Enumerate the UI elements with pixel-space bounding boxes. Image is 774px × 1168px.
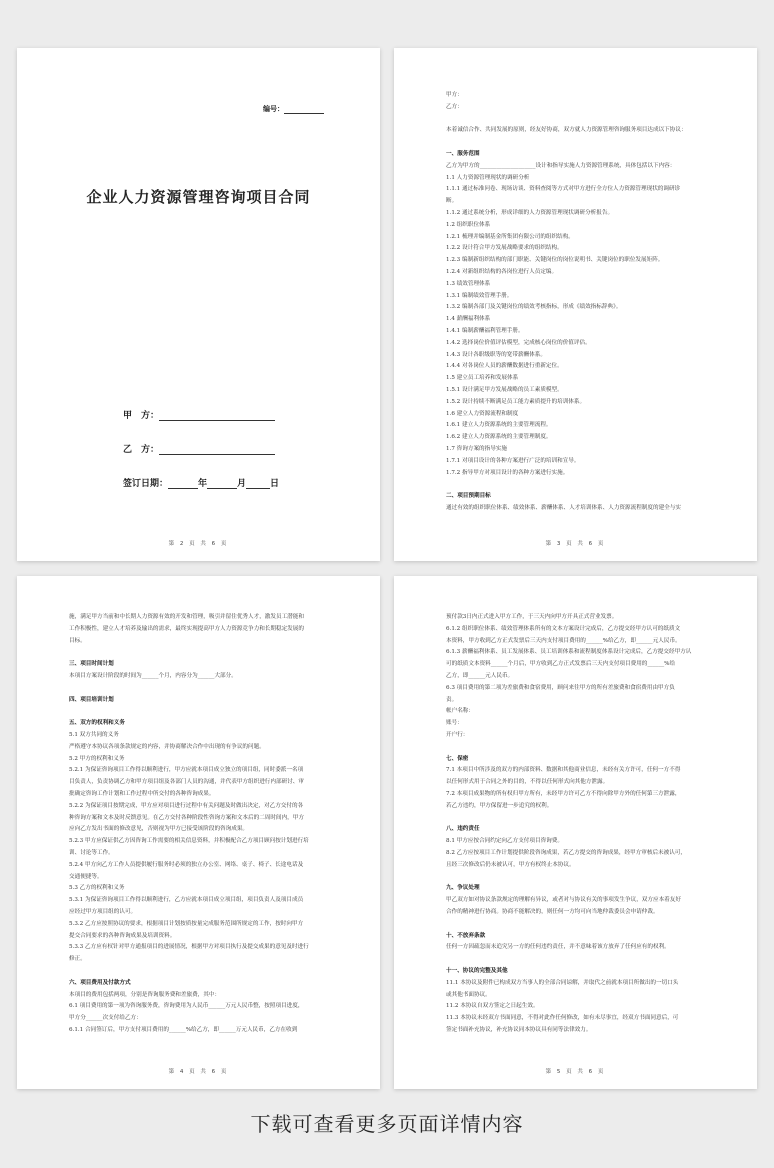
section-heading: 八、违约责任 [446, 826, 480, 833]
text-line: 甲方： [446, 92, 463, 98]
month-blank [207, 479, 237, 489]
contract-page-4 [17, 576, 380, 1089]
blank-line [446, 954, 705, 966]
serial-label: 编号： [263, 105, 284, 113]
text-line: 合作的精神进行协商。协商不能解决的，则任何一方均可向当地仲裁委员会申请仲裁。 [446, 908, 659, 915]
text-line: 通过有效的组织职位体系、绩效体系、薪酬体系、人才培训体系、人力资源流程制度的建全与实 [446, 504, 681, 511]
text-line: 1.3 绩效管理体系 [446, 280, 491, 287]
sign-date-field [123, 476, 279, 489]
month-label: 月 [237, 479, 247, 489]
text-line: 目标。 [69, 637, 86, 644]
section-heading: 十、不放弃条款 [446, 932, 486, 939]
text-line: 1.4.4 对各岗位人员的薪酬数据进行重新定位。 [446, 363, 563, 370]
text-line: 1.7.1 对项目设计的各种方案进行广泛的培训和宣导。 [446, 457, 580, 464]
text-line: 施，满足甲方当前和中长期人力资源有效的开发和管理，吸引并留住优秀人才，激发员工潜能和 [69, 614, 304, 620]
text-line: 5.2.2 为保证项目按期完成，甲方应对项目进行过程中有关问题及时做出决定，对乙方交付的各 [69, 802, 304, 809]
text-line: 以任何形式用于合同之外的目的，不得以任何形式向其他方泄露。 [446, 779, 609, 786]
text-line: 7.2 本项目成果物的所有权归甲方所有，未经甲方许可乙方不得向除甲方外的任何第三方泄露， [446, 790, 681, 797]
text-line: 1.5 建立员工培养和发展体系 [446, 375, 519, 382]
text-line: 6.1.2 组织职位体系、绩效管理体系所有的文本方案设计完成后，乙方提交经甲方认可的纸质文 [446, 625, 681, 632]
text-line: 预付款3日内正式进入甲方工作，于三天内向甲方开具正式营业发票。 [446, 614, 618, 620]
text-line: 或其他书面协议。 [446, 991, 491, 998]
text-line: 5.2.3 甲方应保证供乙方因咨询工作需要的相关信息资料，并积极配合乙方项目顾问按计划进行培 [69, 838, 309, 845]
sign-date-label: 签订日期： [123, 479, 169, 489]
text-line: 5.2.4 甲方向乙方工作人员提供履行服务时必须的独立办公室、网络、桌子、椅子、长途电话及 [69, 861, 304, 868]
text-line: 1.1.2 通过系统分析，形成详细的人力资源管理现状调研分析报告。 [446, 209, 614, 216]
text-line: 5.3.2 乙方应按照协议的要求，根据项目计划按质按量完成服务范围所规定的工作，按时向甲方 [69, 920, 304, 927]
text-line: 甲乙双方如对协议条款规定的理解有异议，或者对与协议有关的事项发生争议，双方应本着友好 [446, 897, 681, 904]
text-line: 开户行： [446, 731, 469, 738]
page-body [69, 612, 328, 1037]
day-label: 日 [270, 479, 280, 489]
text-line: 乙方，即______元人民币。 [446, 672, 514, 679]
text-line: 1.3.2 编制各部门及关键岗位的绩效考核指标，形成《绩效指标辞典》。 [446, 304, 622, 311]
text-line: 本项目方案设计阶段的时间为______个月，内容分为______大部分。 [69, 672, 237, 679]
page-body [446, 90, 705, 515]
blank-line [69, 706, 328, 718]
text-line: 1.6 建立人力资源流程和制度 [446, 410, 519, 417]
contract-page-3 [394, 48, 757, 561]
section-heading: 六、项目费用及付款方式 [69, 979, 131, 986]
party-a-field [123, 408, 275, 421]
text-line: 6.1.1 合同签订后，甲方支付项目费用的______%给乙方，即______万元人民币，乙方在收到 [69, 1026, 298, 1033]
section-heading: 三、项目时间计划 [69, 661, 114, 668]
text-line: 交通便捷等。 [69, 873, 103, 880]
text-line: 种咨询方案和文本及时反馈意见。在乙方交付各种阶段性咨询方案和文本后的二周时间内，甲方 [69, 814, 304, 821]
text-line: 11.3 本协议未经双方书面同意，不得对此作任何修改，如有未尽事宜，经双方书面同意后，可 [446, 1015, 679, 1022]
text-line: 帐户名称： [446, 708, 474, 715]
text-line: 11.2 本协议自双方签定之日起生效。 [446, 1003, 539, 1010]
section-heading: 二、项目预期目标 [446, 493, 491, 500]
text-line: 8.2 乙方应按项目工作计划提供阶段咨询成果，若乙方提交的咨询成果，经甲方审核后未被认可， [446, 849, 687, 856]
text-line: 11.1 本协议及附件已构成双方当事人的全部合同谅解，并取代之前就本项目所做出的一切口头 [446, 979, 679, 986]
contract-page-5 [394, 576, 757, 1089]
page-number: 第 5 页 共 6 页 [545, 1069, 606, 1075]
text-line: 若乙方违约，甲方保留进一步追究的权利。 [446, 802, 553, 809]
text-line: 6.3 项目费用的第二项为差旅费和食宿费用，顾问来往甲方的所有差旅费和食宿费用由甲方负 [446, 684, 675, 691]
text-line: 8.1 甲方应按合同约定向乙方支付项目咨询费。 [446, 838, 563, 845]
text-line: 1.2.1 梳理并编制基金所集团有限公司的组织结构。 [446, 233, 574, 240]
text-line: 1.3.1 编制绩效管理手册。 [446, 292, 513, 299]
text-line: 本项目的费用包括两项，分别是咨询服务费和差旅费，其中： [69, 991, 221, 998]
text-line: 6.1 项目费用的第一项为咨询服务费，咨询费用为人民币______万元人民币整，按照项目进度， [69, 1003, 304, 1010]
section-heading: 一、服务范围 [446, 150, 480, 157]
text-line: 5.1 双方共同的义务 [69, 731, 119, 738]
party-a-blank [159, 411, 275, 421]
blank-line [446, 137, 705, 149]
text-line: 批确定咨询工作计划和工作过程中所交付的各种咨询成果。 [69, 790, 215, 797]
text-line: 1.4.1 编制薪酬福利管理手册。 [446, 327, 524, 334]
text-line: 提交合同要求的各种咨询成果及培训资料。 [69, 932, 176, 939]
serial-blank [284, 106, 324, 114]
year-blank [168, 479, 198, 489]
party-b-label: 乙 方： [123, 445, 160, 455]
text-line: 1.4 薪酬福利体系 [446, 316, 491, 323]
text-line: 1.5.1 设计满足甲方发展战略的员工素质模型。 [446, 386, 563, 393]
text-line: 5.3 乙方的权利和义务 [69, 885, 125, 892]
section-heading: 九、争议处理 [446, 885, 480, 892]
blank-line [446, 479, 705, 491]
blank-line [446, 919, 705, 931]
text-line: 1.6.2 建立人力资源系统的主要管理制度。 [446, 434, 552, 441]
text-line: 7.1 本项目中所涉及的双方的内部资料、数据和其他商业信息，未经有关方许可，任何一方不得 [446, 767, 681, 774]
text-line: 1.4.3 设计各职级职等的宽带薪酬体系。 [446, 351, 546, 358]
section-heading: 七、保密 [446, 755, 469, 762]
text-line: 1.2.3 编制新组织结构的部门职能、关键岗位的岗位说明书、关键岗位的职位发展矩阵。 [446, 257, 664, 264]
text-line: 乙方： [446, 103, 463, 110]
page-number: 第 3 页 共 6 页 [545, 541, 606, 547]
section-heading: 五、双方的权利和义务 [69, 720, 125, 727]
contract-title: 企业人力资源管理咨询项目合同 [86, 188, 311, 206]
blank-line [69, 647, 328, 659]
text-line: 1.1 人力资源管理现状的调研分析 [446, 174, 530, 181]
text-line: 5.2.1 为保证咨询项目工作得以顺利进行，甲方应就本项目成立独立的项目组，同时委派一名项 [69, 767, 304, 774]
text-line: 修正。 [69, 956, 86, 963]
text-line: 应经过甲方项目组的认可。 [69, 908, 137, 915]
text-line: 账号： [446, 720, 463, 727]
text-line: 任何一方因疏忽而未追究另一方的任何违约责任，并不意味着该方放弃了任何应有的权利。 [446, 944, 670, 951]
blank-line [69, 966, 328, 978]
text-line: 1.5.2 设计持续不断满足员工能力素质提升的培训体系。 [446, 398, 586, 405]
text-line: 1.4.2 选择岗位价值评估模型，完成核心岗位的价值评估。 [446, 339, 591, 346]
text-line: 本资料，甲方收到乙方正式发票后三天内支付项目费用的______%给乙方，即______元人民币。 [446, 637, 681, 644]
text-line: 签定书面补充协议，补充协议同本协议具有同等法律效力。 [446, 1026, 592, 1033]
year-label: 年 [198, 479, 208, 489]
text-line: 严格遵守本协议各项条款规定的内容，并协商解决合作中出现的有争议的问题。 [69, 743, 265, 750]
serial-number-field [263, 104, 324, 114]
text-line: 1.7.2 指导甲方对项目设计的各种方案进行实施。 [446, 469, 569, 476]
text-line: 甲方分______次支付给乙方： [69, 1015, 142, 1022]
text-line: 目负责人，负责协调乙方和甲方项目组及各部门人员的沟通，并代表甲方组织进行内部研讨、审 [69, 779, 304, 786]
text-line: 5.2 甲方的权利和义务 [69, 755, 125, 762]
section-heading: 四、项目培训计划 [69, 696, 114, 703]
party-b-field [123, 442, 275, 455]
text-line: 断。 [446, 198, 458, 205]
text-line: 1.2.4 对新组织结构的各岗位进行人员定编。 [446, 268, 558, 275]
download-caption: 下载可查看更多页面详情内容 [250, 1112, 524, 1136]
blank-line [446, 872, 705, 884]
blank-line [446, 742, 705, 754]
text-line: 可的纸质文本资料______个月后，甲方收到乙方正式发票后三天内支付项目费用的______%给 [446, 661, 676, 668]
text-line: 5.3.3 乙方应有权针对甲方通报项目的进展情况，根据甲方对项目执行及提交成果的意见及时进行 [69, 944, 309, 951]
text-line: 应向乙方发出书面的修改意见，否则视为甲方已接受该阶段的咨询成果。 [69, 826, 249, 833]
text-line: 且经三次修改后仍未被认可，甲方有权终止本协议。 [446, 861, 575, 868]
page-number: 第 4 页 共 6 页 [168, 1069, 229, 1075]
text-line: 1.2 组织职位体系 [446, 221, 491, 228]
cover-page [17, 48, 380, 561]
text-line: 乙方为甲方的____________________设计和指导实施人力资源管理系统，具体包括以下内容： [446, 162, 676, 169]
page-body [446, 612, 705, 1037]
text-line: 6.1.3 薪酬福利体系、员工发展体系、员工培训体系和流程制度体系设计完成后，乙方提交经甲方认 [446, 649, 692, 656]
section-heading: 十一、协议的完整及其他 [446, 967, 508, 974]
blank-line [446, 114, 705, 126]
blank-line [69, 683, 328, 695]
party-b-blank [159, 445, 275, 455]
text-line: 1.2.2 设计符合甲方发展战略要求的组织结构。 [446, 245, 563, 252]
text-line: 本着诚信合作、共同发展的原则，经友好协商，双方就人力资源管理咨询服务项目达成以下协议： [446, 127, 687, 134]
party-a-label: 甲 方： [123, 411, 160, 421]
text-line: 5.3.1 为保证咨询项目工作得以顺利进行，乙方应就本项目成立项目组，项目负责人及项目成员 [69, 897, 304, 904]
page-number: 第 2 页 共 6 页 [168, 541, 229, 547]
text-line: 1.1.1 通过标准问卷、现场访谈、资料查阅等方式对甲方进行全方位人力资源管理现状的调研诊 [446, 186, 681, 193]
text-line: 训、讨论等工作。 [69, 849, 114, 856]
text-line: 1.7 咨询方案的指导实施 [446, 445, 508, 452]
text-line: 工作积极性，建立人才培养及输出的需求，最终实现提高甲方人力资源竞争力和长期稳定发展的 [69, 625, 304, 632]
blank-line [446, 813, 705, 825]
day-blank [246, 479, 270, 489]
text-line: 1.6.1 建立人力资源系统的主要管理流程。 [446, 422, 552, 429]
text-line: 责。 [446, 696, 458, 703]
